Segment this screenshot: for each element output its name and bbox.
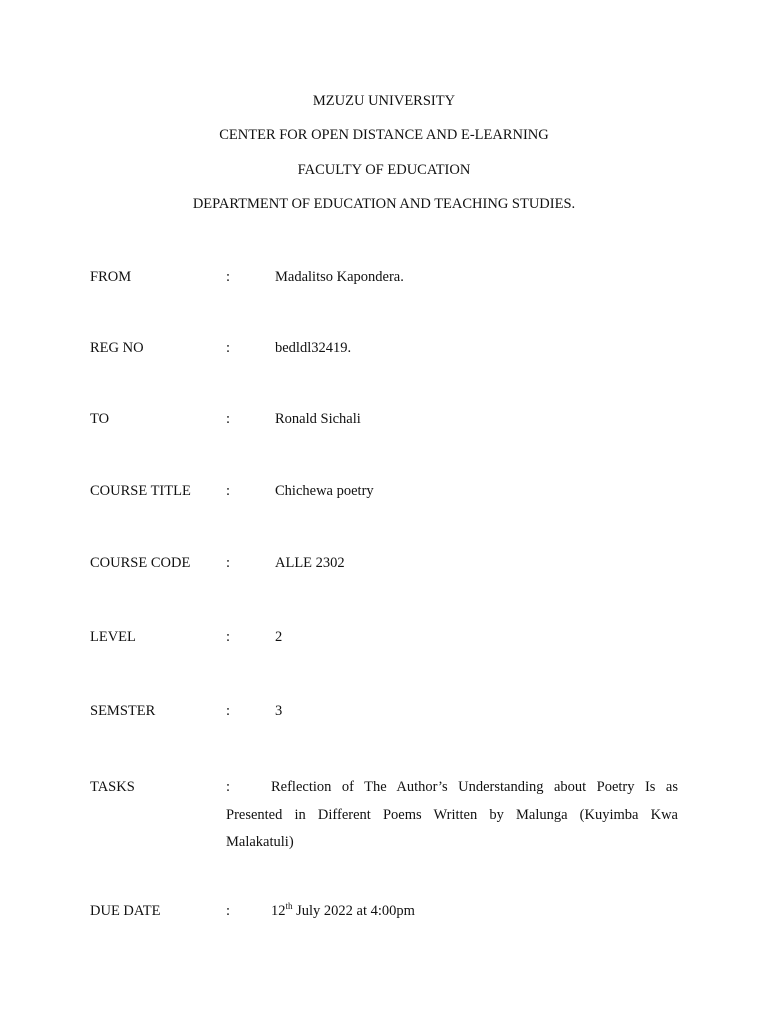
field-row-reg-no [0,340,768,362]
course-code-value: ALLE 2302 [275,555,345,571]
to-separator: : [226,411,231,427]
tasks-label: TASKS [90,779,135,795]
due-date-separator: : [226,903,231,919]
level-label: LEVEL [90,629,136,645]
course-code-label: COURSE CODE [90,555,191,571]
course-title-separator: : [226,483,231,499]
field-row-to [0,411,768,433]
to-value: Ronald Sichali [275,411,361,427]
due-date-value [271,903,415,920]
field-row-due-date [0,903,768,925]
department-name: DEPARTMENT OF EDUCATION AND TEACHING STUDIES. [192,196,576,212]
semester-value: 3 [275,703,283,719]
due-date-day: 12 [271,903,286,919]
reg-no-separator: : [226,340,231,356]
course-title-value: Chichewa poetry [275,483,374,499]
semester-label: SEMSTER [90,703,156,719]
course-title-label: COURSE TITLE [90,483,191,499]
tasks-value: Reflection of The Author’s Understanding about Poetry Is as Presented in Different Poems Written by Malunga (Kuyimba Kwa Malakatuli) [226,779,678,850]
due-date-rest: July 2022 at 4:00pm [292,903,415,919]
due-date-label: DUE DATE [90,903,161,919]
from-label: FROM [90,269,132,285]
center-name: CENTER FOR OPEN DISTANCE AND E-LEARNING [219,127,549,143]
semester-separator: : [226,703,231,719]
course-code-separator: : [226,555,231,571]
field-row-course-title [0,483,768,505]
to-label: TO [90,411,110,427]
university-name: MZUZU UNIVERSITY [312,93,456,109]
due-date-ordinal-suffix: th [285,901,293,912]
reg-no-value: bedldl32419. [275,340,352,356]
field-row-course-code [0,555,768,577]
field-row-from [0,269,768,291]
level-separator: : [226,629,231,645]
field-row-semester [0,703,768,725]
faculty-name: FACULTY OF EDUCATION [297,162,471,178]
tasks-separator: : [226,779,231,795]
field-row-level [0,629,768,651]
from-value: Madalitso Kapondera. [275,269,404,285]
tasks-value-block [226,774,678,857]
level-value: 2 [275,629,283,645]
from-separator: : [226,269,231,285]
reg-no-label: REG NO [90,340,144,356]
